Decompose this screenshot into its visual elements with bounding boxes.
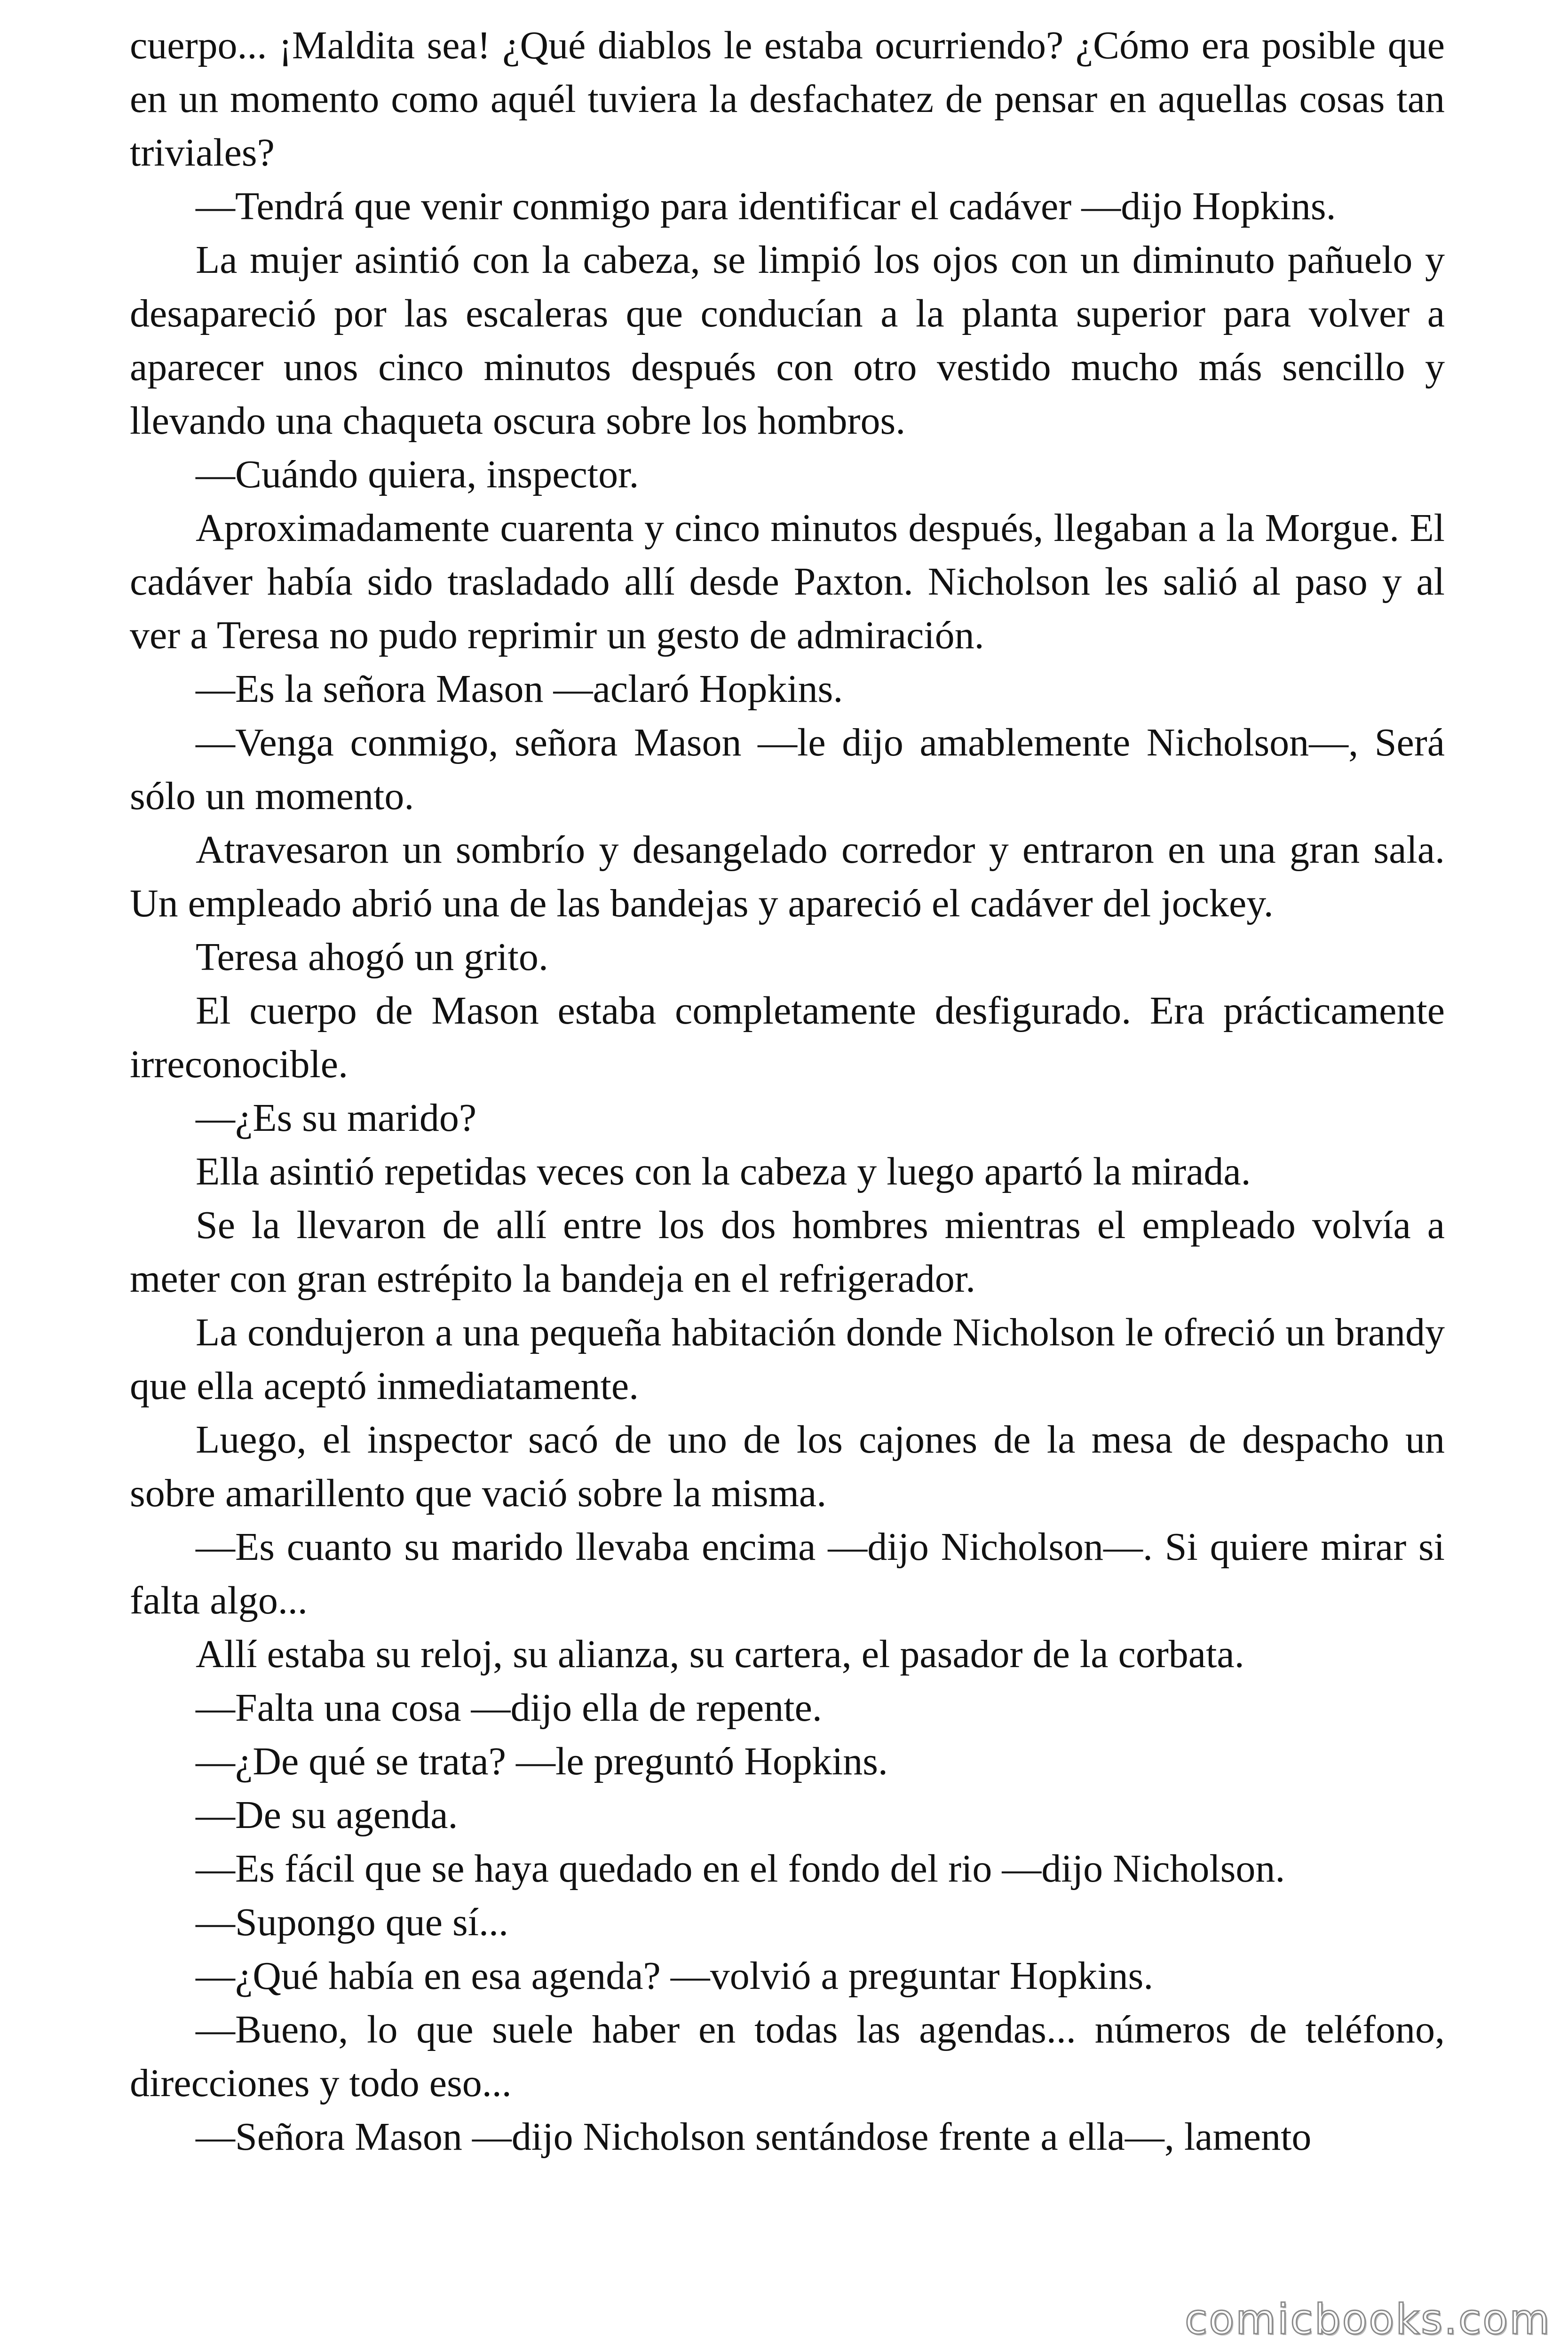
paragraph: —Es fácil que se haya quedado en el fondo del rio —dijo Nicholson. <box>196 1847 1285 1891</box>
paragraph: Ella asintió repetidas veces con la cabeza y luego apartó la mirada. <box>196 1150 1251 1193</box>
watermark: comicbooks.com <box>1184 2295 1551 2344</box>
paragraph: —De su agenda. <box>196 1793 458 1837</box>
paragraph: —Tendrá que venir conmigo para identificar el cadáver —dijo Hopkins. <box>196 184 1336 228</box>
paragraph: —Es la señora Mason —aclaró Hopkins. <box>196 667 843 711</box>
paragraph: —¿De qué se trata? —le preguntó Hopkins. <box>196 1740 888 1783</box>
paragraph: Teresa ahogó un grito. <box>196 935 548 979</box>
paragraph: —Cuándo quiera, inspector. <box>196 453 639 496</box>
paragraph: Atravesaron un sombrío y desangelado corredor y entraron en una gran sala. Un empleado abrió una de las bandejas y apareció el cadáver del jockey. <box>130 828 1445 925</box>
paragraph: —¿Es su marido? <box>196 1096 477 1140</box>
paragraph: Se la llevaron de allí entre los dos hombres mientras el empleado volvía a meter con gran estrépito la bandeja en el refrigerador. <box>130 1203 1445 1301</box>
paragraph: Luego, el inspector sacó de uno de los cajones de la mesa de despacho un sobre amarillento que vació sobre la misma. <box>130 1418 1445 1515</box>
paragraph: cuerpo... ¡Maldita sea! ¿Qué diablos le estaba ocurriendo? ¿Cómo era posible que en un momento como aquél tuviera la desfachatez de pensar en aquellas cosas tan triviales? <box>130 24 1445 175</box>
paragraph: —¿Qué había en esa agenda? —volvió a preguntar Hopkins. <box>196 1954 1154 1998</box>
paragraph: —Es cuanto su marido llevaba encima —dijo Nicholson—. Si quiere mirar si falta algo... <box>130 1525 1445 1622</box>
paragraph: —Señora Mason —dijo Nicholson sentándose frente a ella—, lamento <box>196 2115 1312 2159</box>
paragraph: Aproximadamente cuarenta y cinco minutos después, llegaban a la Morgue. El cadáver había sido trasladado allí desde Paxton. Nicholson les salió al paso y al ver a Teresa no pudo reprimir un gesto de admiración. <box>130 506 1445 657</box>
paragraph: La mujer asintió con la cabeza, se limpió los ojos con un diminuto pañuelo y desapareció por las escaleras que conducían a la planta superior para volver a aparecer unos cinco minutos después con otro vestido mucho más sencillo y llevando una chaqueta oscura sobre los hombros. <box>130 238 1445 443</box>
paragraph: —Falta una cosa —dijo ella de repente. <box>196 1686 822 1730</box>
paragraph: —Venga conmigo, señora Mason —le dijo amablemente Nicholson—, Será sólo un momento. <box>130 721 1445 818</box>
page-text <box>130 19 1445 2164</box>
paragraph: El cuerpo de Mason estaba completamente desfigurado. Era prácticamente irreconocible. <box>130 989 1445 1086</box>
paragraph: Allí estaba su reloj, su alianza, su cartera, el pasador de la corbata. <box>196 1632 1244 1676</box>
paragraph: La condujeron a una pequeña habitación donde Nicholson le ofreció un brandy que ella aceptó inmediatamente. <box>130 1311 1445 1408</box>
paragraph: —Bueno, lo que suele haber en todas las agendas... números de teléfono, direcciones y todo eso... <box>130 2008 1445 2105</box>
paragraph: —Supongo que sí... <box>196 1900 509 1944</box>
